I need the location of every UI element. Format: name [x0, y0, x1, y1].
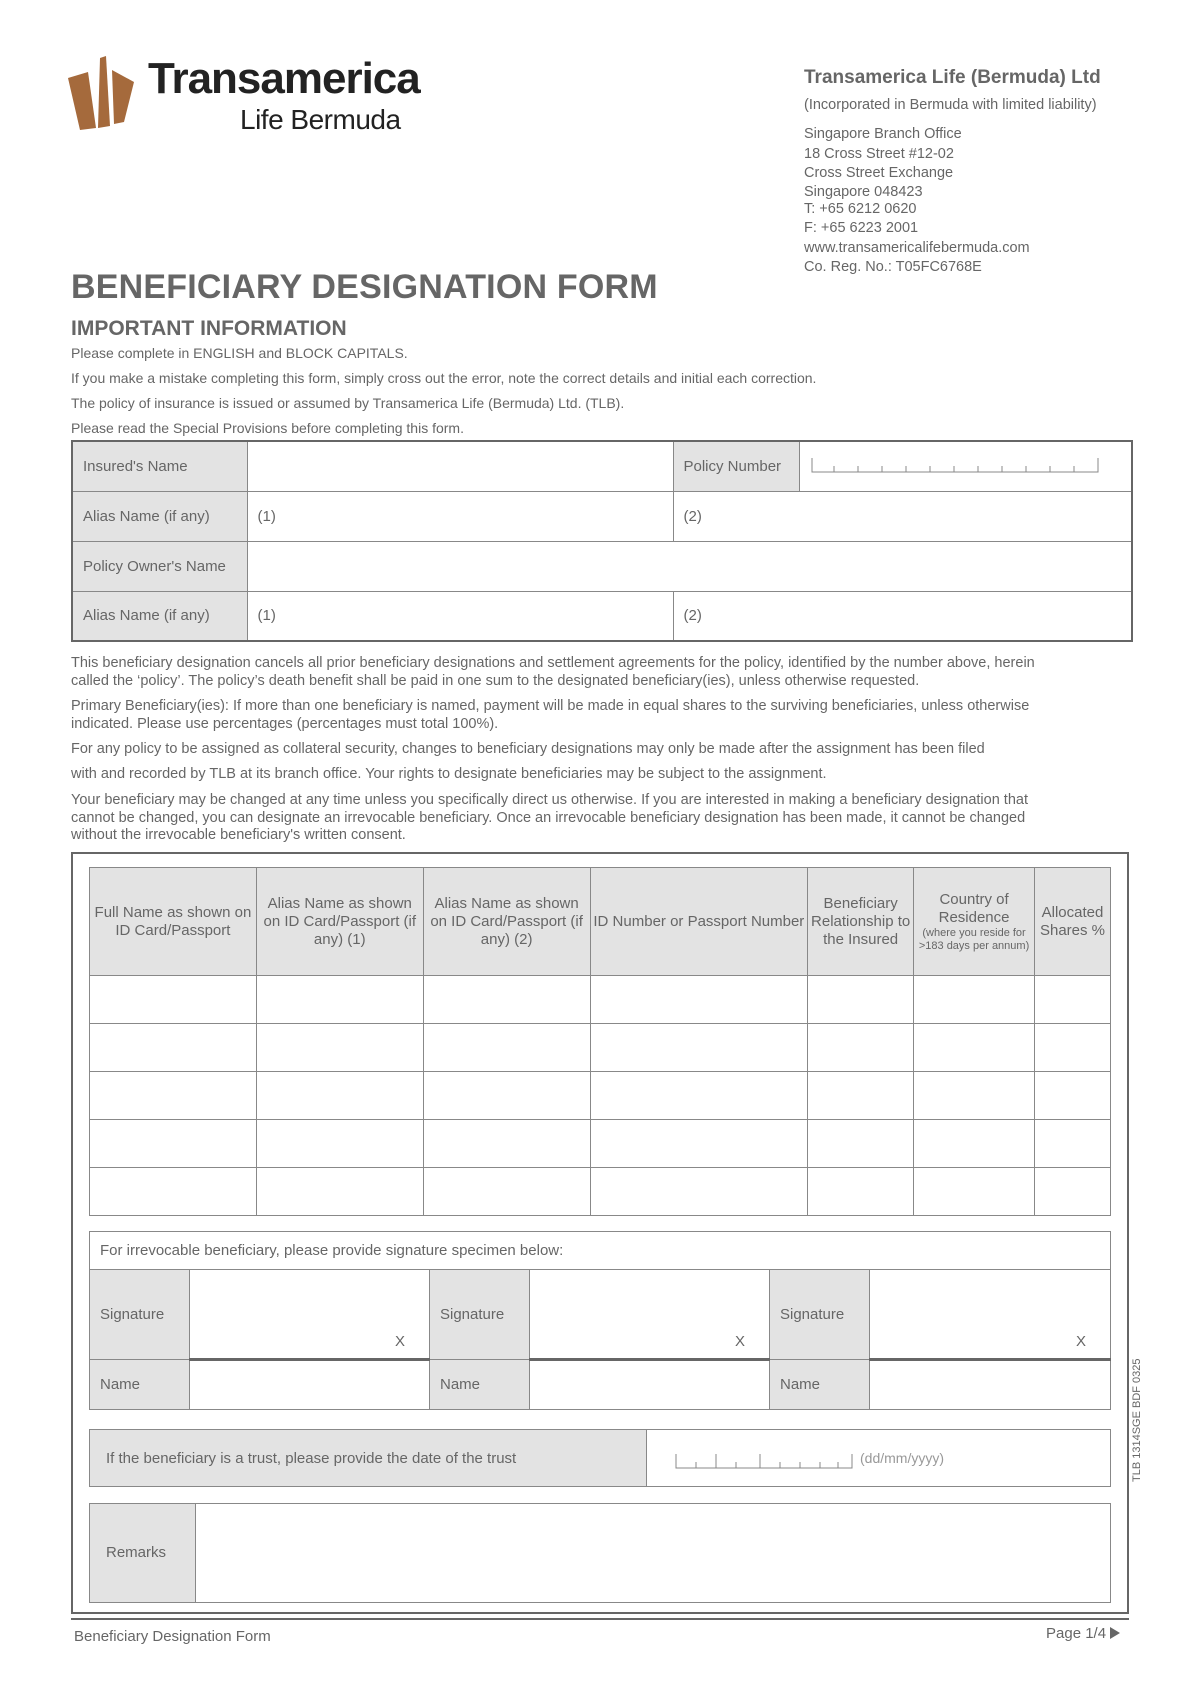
name-label: Name	[770, 1360, 870, 1410]
paragraph: Your beneficiary may be changed at any time unless you specifically direct us otherwise. If you are interested in making a beneficiary designation that cannot be changed, you can designate an irrevocable beneficiary. Once an irrevocable beneficiary designation has been made, it cannot be changed without the irrevocable beneficiary's written consent.	[71, 792, 1028, 843]
company-logo	[68, 54, 438, 144]
header-alias-2: Alias Name as shown on ID Card/Passport (if any) (2)	[423, 868, 590, 976]
header-relationship: Beneficiary Relationship to the Insured	[808, 868, 914, 976]
reg-number: Co. Reg. No.: T05FC6768E	[804, 259, 982, 275]
signature-label: Signature	[770, 1270, 870, 1360]
cell-input[interactable]	[256, 976, 423, 1024]
signature-table	[89, 1231, 1111, 1410]
beneficiary-table	[89, 867, 1111, 1216]
cell-input[interactable]	[256, 1072, 423, 1120]
policy-number-tick-boxes	[810, 454, 1100, 474]
table-row	[90, 1024, 1111, 1072]
cell-input[interactable]	[1035, 976, 1111, 1024]
cell-input[interactable]	[90, 1168, 257, 1216]
policy-owner-name-field[interactable]	[247, 541, 1132, 591]
signature-label: Signature	[90, 1270, 190, 1360]
cell-input[interactable]	[90, 976, 257, 1024]
company-incorporation: (Incorporated in Bermuda with limited liability)	[804, 96, 1097, 113]
insured-alias-2-field[interactable]: (2)	[673, 491, 1132, 541]
date-format-hint: (dd/mm/yyyy)	[860, 1450, 944, 1466]
insured-alias-label: Alias Name (if any)	[72, 491, 247, 541]
cell-input[interactable]	[914, 976, 1035, 1024]
trust-date-row	[89, 1429, 1111, 1487]
cell-input[interactable]	[90, 1120, 257, 1168]
name-label: Name	[90, 1360, 190, 1410]
cell-input[interactable]	[590, 1024, 808, 1072]
header-id-number: ID Number or Passport Number	[590, 868, 808, 976]
intro-line: The policy of insurance is issued or assumed by Transamerica Life (Bermuda) Ltd. (TLB).	[71, 395, 625, 411]
cell-input[interactable]	[914, 1120, 1035, 1168]
cell-input[interactable]	[1035, 1168, 1111, 1216]
cell-input[interactable]	[914, 1072, 1035, 1120]
cell-input[interactable]	[808, 1024, 914, 1072]
cell-input[interactable]	[808, 976, 914, 1024]
website: www.transamericalifebermuda.com	[804, 239, 1030, 256]
transamerica-pyramid-logo-icon	[68, 56, 138, 136]
cell-input[interactable]	[256, 1120, 423, 1168]
insured-details-table	[71, 440, 1133, 642]
header-country-note: (where you reside for >183 days per annum)	[918, 926, 1030, 952]
cell-input[interactable]	[423, 1024, 590, 1072]
table-row	[90, 1168, 1111, 1216]
table-row	[90, 1072, 1111, 1120]
owner-alias-label: Alias Name (if any)	[72, 591, 247, 641]
cell-input[interactable]	[1035, 1024, 1111, 1072]
cell-input[interactable]	[423, 1168, 590, 1216]
paragraph: This beneficiary designation cancels all prior beneficiary designations and settlement agreements for the policy, identified by the number above, herein called the ‘policy’. The policy’s death benefit shall be paid in one sum to the designated beneficiary(ies), unless otherwise requested.	[71, 655, 1035, 689]
intro-line: Please read the Special Provisions before completing this form.	[71, 420, 464, 436]
name-field-2[interactable]	[530, 1360, 770, 1410]
cell-input[interactable]	[256, 1168, 423, 1216]
cell-input[interactable]	[914, 1024, 1035, 1072]
intro-line: If you make a mistake completing this form, simply cross out the error, note the correct details and initial each correction.	[71, 370, 817, 386]
remarks-label: Remarks	[90, 1504, 196, 1602]
cell-input[interactable]	[256, 1024, 423, 1072]
cell-input[interactable]	[90, 1024, 257, 1072]
page-title: BENEFICIARY DESIGNATION FORM	[71, 268, 658, 306]
header-country-label: Country of Residence	[938, 890, 1010, 926]
section-heading: IMPORTANT INFORMATION	[71, 317, 347, 340]
cell-input[interactable]	[90, 1072, 257, 1120]
trust-date-label: If the beneficiary is a trust, please provide the date of the trust	[90, 1430, 647, 1486]
cell-input[interactable]	[1035, 1072, 1111, 1120]
policy-owner-name-label: Policy Owner's Name	[72, 541, 247, 591]
cell-input[interactable]	[808, 1072, 914, 1120]
address-line: 18 Cross Street #12-02	[804, 145, 954, 162]
cell-input[interactable]	[590, 1120, 808, 1168]
paragraph: Primary Beneficiary(ies): If more than one beneficiary is named, payment will be made in equal shares to the surviving beneficiaries, unless otherwise indicated. Please use percentages (percentages must total 100%).	[71, 698, 1030, 732]
remarks-row[interactable]	[89, 1503, 1111, 1603]
header-alias-1: Alias Name as shown on ID Card/Passport (if any) (1)	[256, 868, 423, 976]
policy-number-field[interactable]	[799, 441, 1132, 491]
insured-name-label: Insured's Name	[72, 441, 247, 491]
company-info	[804, 68, 1114, 278]
cell-input[interactable]	[590, 976, 808, 1024]
paragraph: For any policy to be assigned as collateral security, changes to beneficiary designations may only be made after the assignment has been filed	[71, 741, 985, 757]
signature-heading: For irrevocable beneficiary, please provide signature specimen below:	[90, 1232, 1111, 1270]
cell-input[interactable]	[808, 1120, 914, 1168]
owner-alias-1-field[interactable]: (1)	[247, 591, 673, 641]
header-full-name: Full Name as shown on ID Card/Passport	[90, 868, 257, 976]
signature-x-mark: X	[734, 1333, 745, 1350]
fax: F: +65 6223 2001	[804, 220, 919, 236]
cell-input[interactable]	[590, 1072, 808, 1120]
header-shares: Allocated Shares %	[1035, 868, 1111, 976]
address-line: Singapore 048423	[804, 183, 923, 200]
table-row	[90, 976, 1111, 1024]
signature-label: Signature	[430, 1270, 530, 1360]
page-number	[1046, 1625, 1120, 1642]
signature-field-1[interactable]	[190, 1270, 430, 1360]
cell-input[interactable]	[914, 1168, 1035, 1216]
footer-title: Beneficiary Designation Form	[74, 1628, 271, 1645]
insured-alias-1-field[interactable]: (1)	[247, 491, 673, 541]
signature-field-3[interactable]	[870, 1270, 1111, 1360]
trust-date-tick-boxes[interactable]	[674, 1452, 854, 1470]
name-field-1[interactable]	[190, 1360, 430, 1410]
header-country	[914, 868, 1035, 976]
page-number-text: Page 1/4	[1046, 1625, 1107, 1642]
name-label: Name	[430, 1360, 530, 1410]
address-line: Singapore Branch Office	[804, 126, 962, 142]
paragraph: with and recorded by TLB at its branch office. Your rights to designate beneficiaries may be subject to the assignment.	[71, 766, 827, 782]
signature-x-mark: X	[394, 1333, 405, 1350]
table-row	[90, 1120, 1111, 1168]
cell-input[interactable]	[590, 1168, 808, 1216]
insured-name-field[interactable]	[247, 441, 673, 491]
signature-field-2[interactable]	[530, 1270, 770, 1360]
cell-input[interactable]	[808, 1168, 914, 1216]
cell-input[interactable]	[423, 1120, 590, 1168]
policy-number-label: Policy Number	[673, 441, 799, 491]
intro-line: Please complete in ENGLISH and BLOCK CAPITALS.	[71, 345, 408, 361]
phone: T: +65 6212 0620	[804, 200, 917, 217]
next-page-arrow-icon	[1110, 1627, 1120, 1639]
brand-subname: Life Bermuda	[240, 104, 401, 135]
company-name: Transamerica Life (Bermuda) Ltd	[804, 68, 1101, 88]
cell-input[interactable]	[1035, 1120, 1111, 1168]
brand-name: Transamerica	[148, 54, 420, 103]
cell-input[interactable]	[423, 1072, 590, 1120]
owner-alias-2-field[interactable]: (2)	[673, 591, 1132, 641]
form-code: TLB 1314SGE BDF 0325	[1131, 1358, 1143, 1482]
cell-input[interactable]	[423, 976, 590, 1024]
address-line: Cross Street Exchange	[804, 165, 954, 181]
footer-divider	[71, 1618, 1129, 1620]
signature-x-mark: X	[1075, 1333, 1086, 1350]
name-field-3[interactable]	[870, 1360, 1111, 1410]
